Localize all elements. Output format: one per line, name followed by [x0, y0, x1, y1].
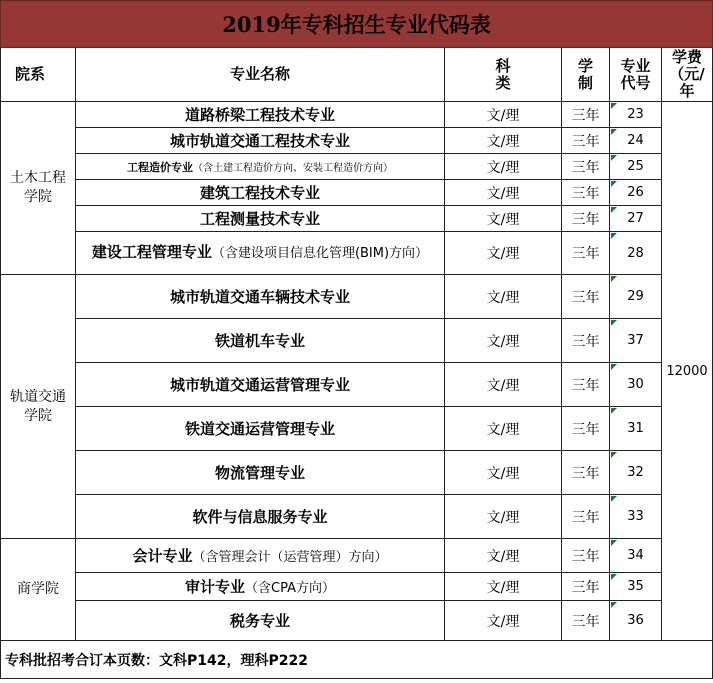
category-cell: 文/理	[445, 128, 562, 154]
header-code-line2: 代号	[620, 73, 651, 92]
code-cell: 28	[610, 232, 662, 275]
code-cell: 31	[610, 407, 662, 451]
code-cell: 32	[610, 451, 662, 495]
code-cell: 36	[610, 601, 662, 641]
major-name: 城市轨道交通车辆技术专业	[76, 275, 445, 319]
major-name: 会计专业（含管理会计（运营管理）方向）	[76, 539, 445, 573]
header-fee	[662, 48, 713, 102]
duration-cell: 三年	[562, 539, 610, 573]
major-name: 建筑工程技术专业	[76, 180, 445, 206]
header-category-line2: 类	[495, 73, 511, 92]
major-name: 审计专业（含CPA方向）	[76, 573, 445, 601]
fee-cell: 12000	[662, 102, 713, 641]
code-cell: 34	[610, 539, 662, 573]
category-cell: 文/理	[445, 363, 562, 407]
category-cell: 文/理	[445, 206, 562, 232]
category-cell: 文/理	[445, 539, 562, 573]
category-cell: 文/理	[445, 275, 562, 319]
category-cell: 文/理	[445, 601, 562, 641]
code-cell: 23	[610, 102, 662, 128]
major-name: 道路桥梁工程技术专业	[76, 102, 445, 128]
code-cell: 35	[610, 573, 662, 601]
duration-cell: 三年	[562, 275, 610, 319]
duration-cell: 三年	[562, 128, 610, 154]
category-cell: 文/理	[445, 573, 562, 601]
major-name: 工程测量技术专业	[76, 206, 445, 232]
college-civil-engineering: 土木工程 学院	[1, 102, 76, 275]
header-duration	[562, 48, 610, 102]
duration-cell: 三年	[562, 601, 610, 641]
category-cell: 文/理	[445, 180, 562, 206]
duration-cell: 三年	[562, 102, 610, 128]
header-duration-line2: 制	[577, 73, 593, 92]
major-name: 物流管理专业	[76, 451, 445, 495]
duration-cell: 三年	[562, 495, 610, 539]
category-cell: 文/理	[445, 319, 562, 363]
major-name: 城市轨道交通运营管理专业	[76, 363, 445, 407]
category-cell: 文/理	[445, 154, 562, 180]
header-fee-line2: （元/	[669, 65, 705, 83]
college-rail-transit: 轨道交通 学院	[1, 275, 76, 539]
header-duration-line1: 学	[577, 56, 593, 75]
header-code-line1: 专业	[620, 56, 651, 75]
code-cell: 29	[610, 275, 662, 319]
category-cell: 文/理	[445, 102, 562, 128]
college-business: 商学院	[1, 539, 76, 641]
major-name: 城市轨道交通工程技术专业	[76, 128, 445, 154]
major-name: 工程造价专业（含土建工程造价方向、安装工程造价方向）	[76, 154, 445, 180]
code-cell: 26	[610, 180, 662, 206]
header-category	[445, 48, 562, 102]
duration-cell: 三年	[562, 232, 610, 275]
header-fee-line1: 学费	[672, 48, 703, 66]
header-college: 院系	[1, 48, 76, 102]
duration-cell: 三年	[562, 363, 610, 407]
duration-cell: 三年	[562, 206, 610, 232]
footer-note: 专科批招考合订本页数：文科P142，理科P222	[1, 641, 713, 679]
table-title: 2019年专科招生专业代码表	[1, 1, 713, 48]
category-cell: 文/理	[445, 451, 562, 495]
code-cell: 37	[610, 319, 662, 363]
duration-cell: 三年	[562, 451, 610, 495]
major-name: 铁道交通运营管理专业	[76, 407, 445, 451]
code-cell: 24	[610, 128, 662, 154]
duration-cell: 三年	[562, 407, 610, 451]
major-name: 建设工程管理专业（含建设项目信息化管理(BIM)方向）	[76, 232, 445, 275]
category-cell: 文/理	[445, 232, 562, 275]
code-cell: 33	[610, 495, 662, 539]
code-cell: 25	[610, 154, 662, 180]
header-fee-line3: 年	[679, 82, 695, 100]
major-name: 铁道机车专业	[76, 319, 445, 363]
major-name: 软件与信息服务专业	[76, 495, 445, 539]
header-major: 专业名称	[76, 48, 445, 102]
category-cell: 文/理	[445, 407, 562, 451]
header-code	[610, 48, 662, 102]
category-cell: 文/理	[445, 495, 562, 539]
code-cell: 30	[610, 363, 662, 407]
duration-cell: 三年	[562, 154, 610, 180]
header-category-line1: 科	[495, 56, 511, 75]
duration-cell: 三年	[562, 180, 610, 206]
duration-cell: 三年	[562, 573, 610, 601]
code-cell: 27	[610, 206, 662, 232]
major-name: 税务专业	[76, 601, 445, 641]
duration-cell: 三年	[562, 319, 610, 363]
